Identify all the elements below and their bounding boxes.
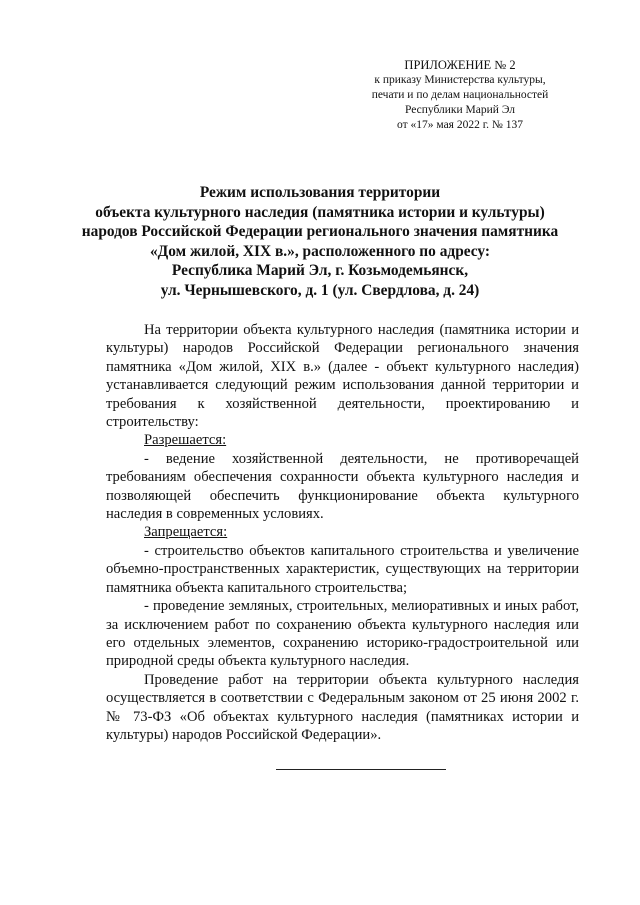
document-body — [106, 321, 579, 744]
appendix-line-4: от «17» мая 2022 г. № 137 — [397, 119, 523, 131]
title-line: «Дом жилой, XIX в.», расположенного по адресу: — [149, 242, 491, 260]
closing-paragraph: Проведение работ на территории объекта культурного наследия осуществляется в соответствии с Федеральным законом от 25 июня 2002 г. № 73-ФЗ «Об объектах культурного наследия (памятниках истории и культуры) народов Российской Федерации». — [106, 671, 579, 743]
allowed-item: - ведение хозяйственной деятельности, не противоречащей требованиям обеспечения сохранности объекта культурного наследия и позволяющей обеспечить функционирование объекта культурного наследия в современных условиях. — [106, 450, 579, 523]
title-line: народов Российской Федерации регионального значения памятника — [81, 223, 559, 240]
allowed-heading-paragraph — [106, 431, 579, 449]
document-title — [70, 183, 570, 300]
title-line: объекта культурного наследия (памятника истории и культуры) — [95, 203, 545, 221]
forbidden-item: - строительство объектов капитального строительства и увеличение объемно-пространственных характеристик, существующих на территории памятника объекта капитального строительства; — [106, 542, 579, 596]
appendix-heading: ПРИЛОЖЕНИЕ № 2 — [404, 58, 516, 72]
title-line: Республика Марий Эл, г. Козьмодемьянск, — [171, 262, 469, 279]
title-line: ул. Чернышевского, д. 1 (ул. Свердлова, д. 24) — [160, 281, 480, 299]
intro-paragraph: На территории объекта культурного наследия (памятника истории и культуры) народов Российской Федерации регионального значения памятника «Дом жилой, XIX в.» (далее - объект культурного наследия) устанавливается следующий режим использования данной территории и требования к хозяйственной деятельности, проектированию и строительству: — [106, 322, 579, 431]
appendix-block — [340, 58, 580, 133]
forbidden-heading: Запрещается: — [144, 524, 228, 541]
title-line: Режим использования территории — [199, 184, 441, 201]
forbidden-heading-paragraph — [106, 523, 579, 541]
appendix-line-1: к приказу Министерства культуры, — [374, 74, 546, 86]
appendix-line-2: печати и по делам национальностей — [371, 89, 549, 101]
signature-line — [276, 769, 446, 770]
allowed-heading: Разрешается: — [144, 432, 227, 449]
forbidden-item: - проведение земляных, строительных, мелиоративных и иных работ, за исключением работ по сохранению объекта культурного наследия или его отдельных элементов, сохранению историко-градостроительной или природной среды объекта культурного наследия. — [106, 598, 579, 670]
appendix-line-3: Республики Марий Эл — [404, 104, 515, 116]
